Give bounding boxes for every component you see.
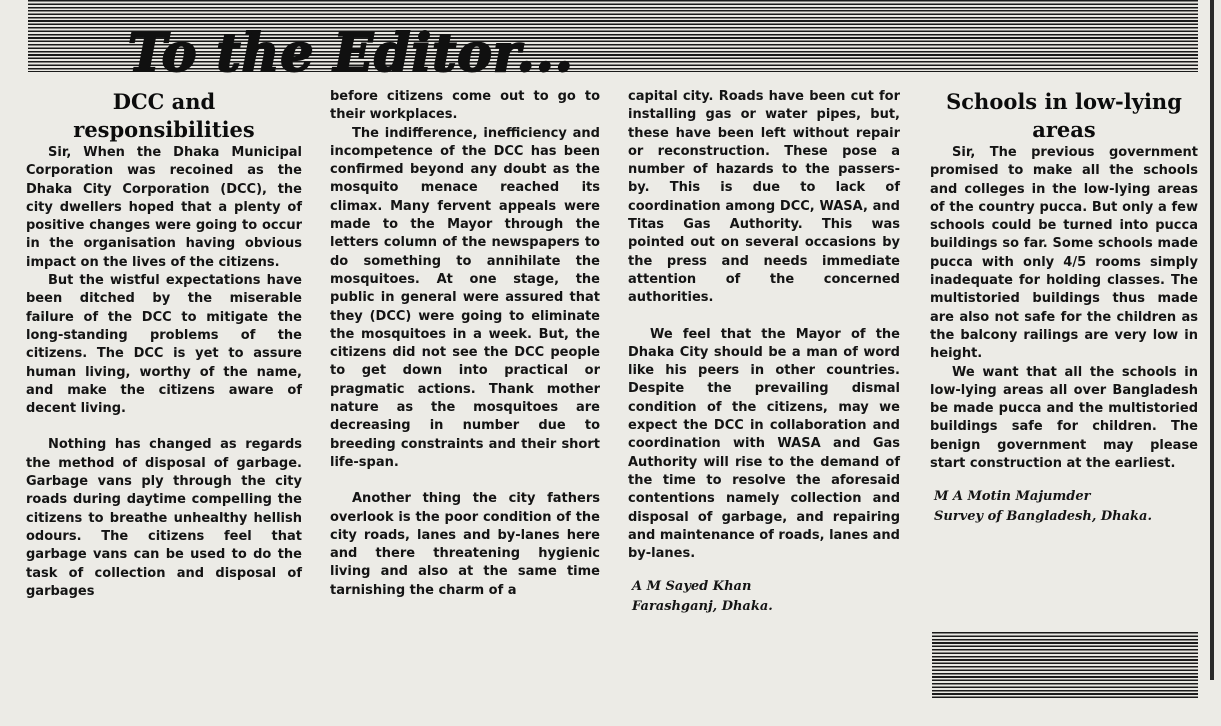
letter-signature (930, 487, 1198, 527)
letter-headline-schools: Schools in low-lying areas (946, 89, 1182, 142)
header-band (28, 10, 1198, 84)
page-edge-rule (1210, 0, 1214, 680)
signature-name: M A Motin Majumder (934, 489, 1091, 505)
letter-paragraph: capital city. Roads have been cut for installing gas or water pipes, but, these have been left without repair or reconstruction. These pose a number of hazards to the passers-by. This is due to lack of coordination among DCC, WASA, and Titas Gas Authority. This was pointed out on several occasions by the press and needs immediate attention of the concerned authorities. (628, 89, 900, 306)
letter-paragraph: Nothing has changed as regards the method of disposal of garbage. Garbage vans ply through the city roads during daytime compelling the citizens to breathe unhealthy hellish odours. The citizens feel that garbage vans can be used to do the task of collection and disposal of garbages (26, 437, 302, 599)
letter-paragraph: But the wistful expectations have been ditched by the miserable failure of the DCC to mitigate the long-standing problems of the citizens. The DCC is yet to assure human living, worthy of the name, and make the citizens aware of decent living. (26, 273, 302, 417)
section-title: To the Editor... (128, 23, 574, 84)
letter-paragraph: We feel that the Mayor of the Dhaka City should be a man of word like his peers in other countries. Despite the prevailing dismal condition of the citizens, may we expect the DCC in collaboration and coordination with WASA and Gas Authority will rise to the demand of the time to resolve the aforesaid contentions namely collection and disposal of garbage, and repairing and maintenance of roads, lanes and by-lanes. (628, 326, 900, 562)
column-4 (930, 88, 1198, 527)
letter-paragraph: Another thing the city fathers overlook is the poor condition of the city roads, lanes and by-lanes here and there threatening hygienic living and also at the same time tarnishing the charm of a (330, 491, 600, 598)
signature-place: Survey of Bangladesh, Dhaka. (934, 509, 1152, 525)
letter-paragraph: before citizens come out to go to their workplaces. (330, 89, 600, 123)
column-1 (26, 88, 302, 601)
column-2 (330, 88, 600, 600)
letter-signature (628, 577, 900, 617)
letter-headline-dcc: DCC and responsibilities (73, 89, 255, 142)
letter-paragraph: Sir, The previous government promised to make all the schools and colleges in the low-lying areas of the country pucca. But only a few schools could be turned into pucca buildings so far. Some schools made pucca with only 4/5 rooms simply inadequate for holding classes. The multistoried buildings thus made are also not safe for the children as the balcony railings are very low in height. (930, 145, 1198, 362)
letter-paragraph: We want that all the schools in low-lying areas all over Bangladesh be made pucca and the multistoried buildings safe for children. The benign government may please start construction at the earliest. (930, 364, 1198, 472)
signature-name: A M Sayed Khan (632, 579, 752, 595)
top-rule (28, 0, 1198, 9)
letter-paragraph: The indifference, inefficiency and incompetence of the DCC has been confirmed beyond any doubt as the mosquito menace reached its climax. Many fervent appeals were made to the Mayor through the letters column of the newspapers to do something to annihilate the mosquitoes. At one stage, the public in general were assured that they (DCC) were going to eliminate the mosquitoes in a week. But, the citizens did not see the DCC people to get down into practical or pragmatic actions. Thank mother nature as the mosquitoes are decreasing in number due to breeding constraints and their short life-span. (330, 125, 600, 470)
footer-band (932, 632, 1198, 698)
signature-place: Farashganj, Dhaka. (632, 599, 773, 615)
letter-paragraph: Sir, When the Dhaka Municipal Corporation was recoined as the Dhaka City Corporation (DCC), the city dwellers hoped that a plenty of positive changes were going to occur in the organisation having obvious impact on the lives of the citizens. (26, 145, 302, 270)
column-3 (628, 88, 900, 617)
